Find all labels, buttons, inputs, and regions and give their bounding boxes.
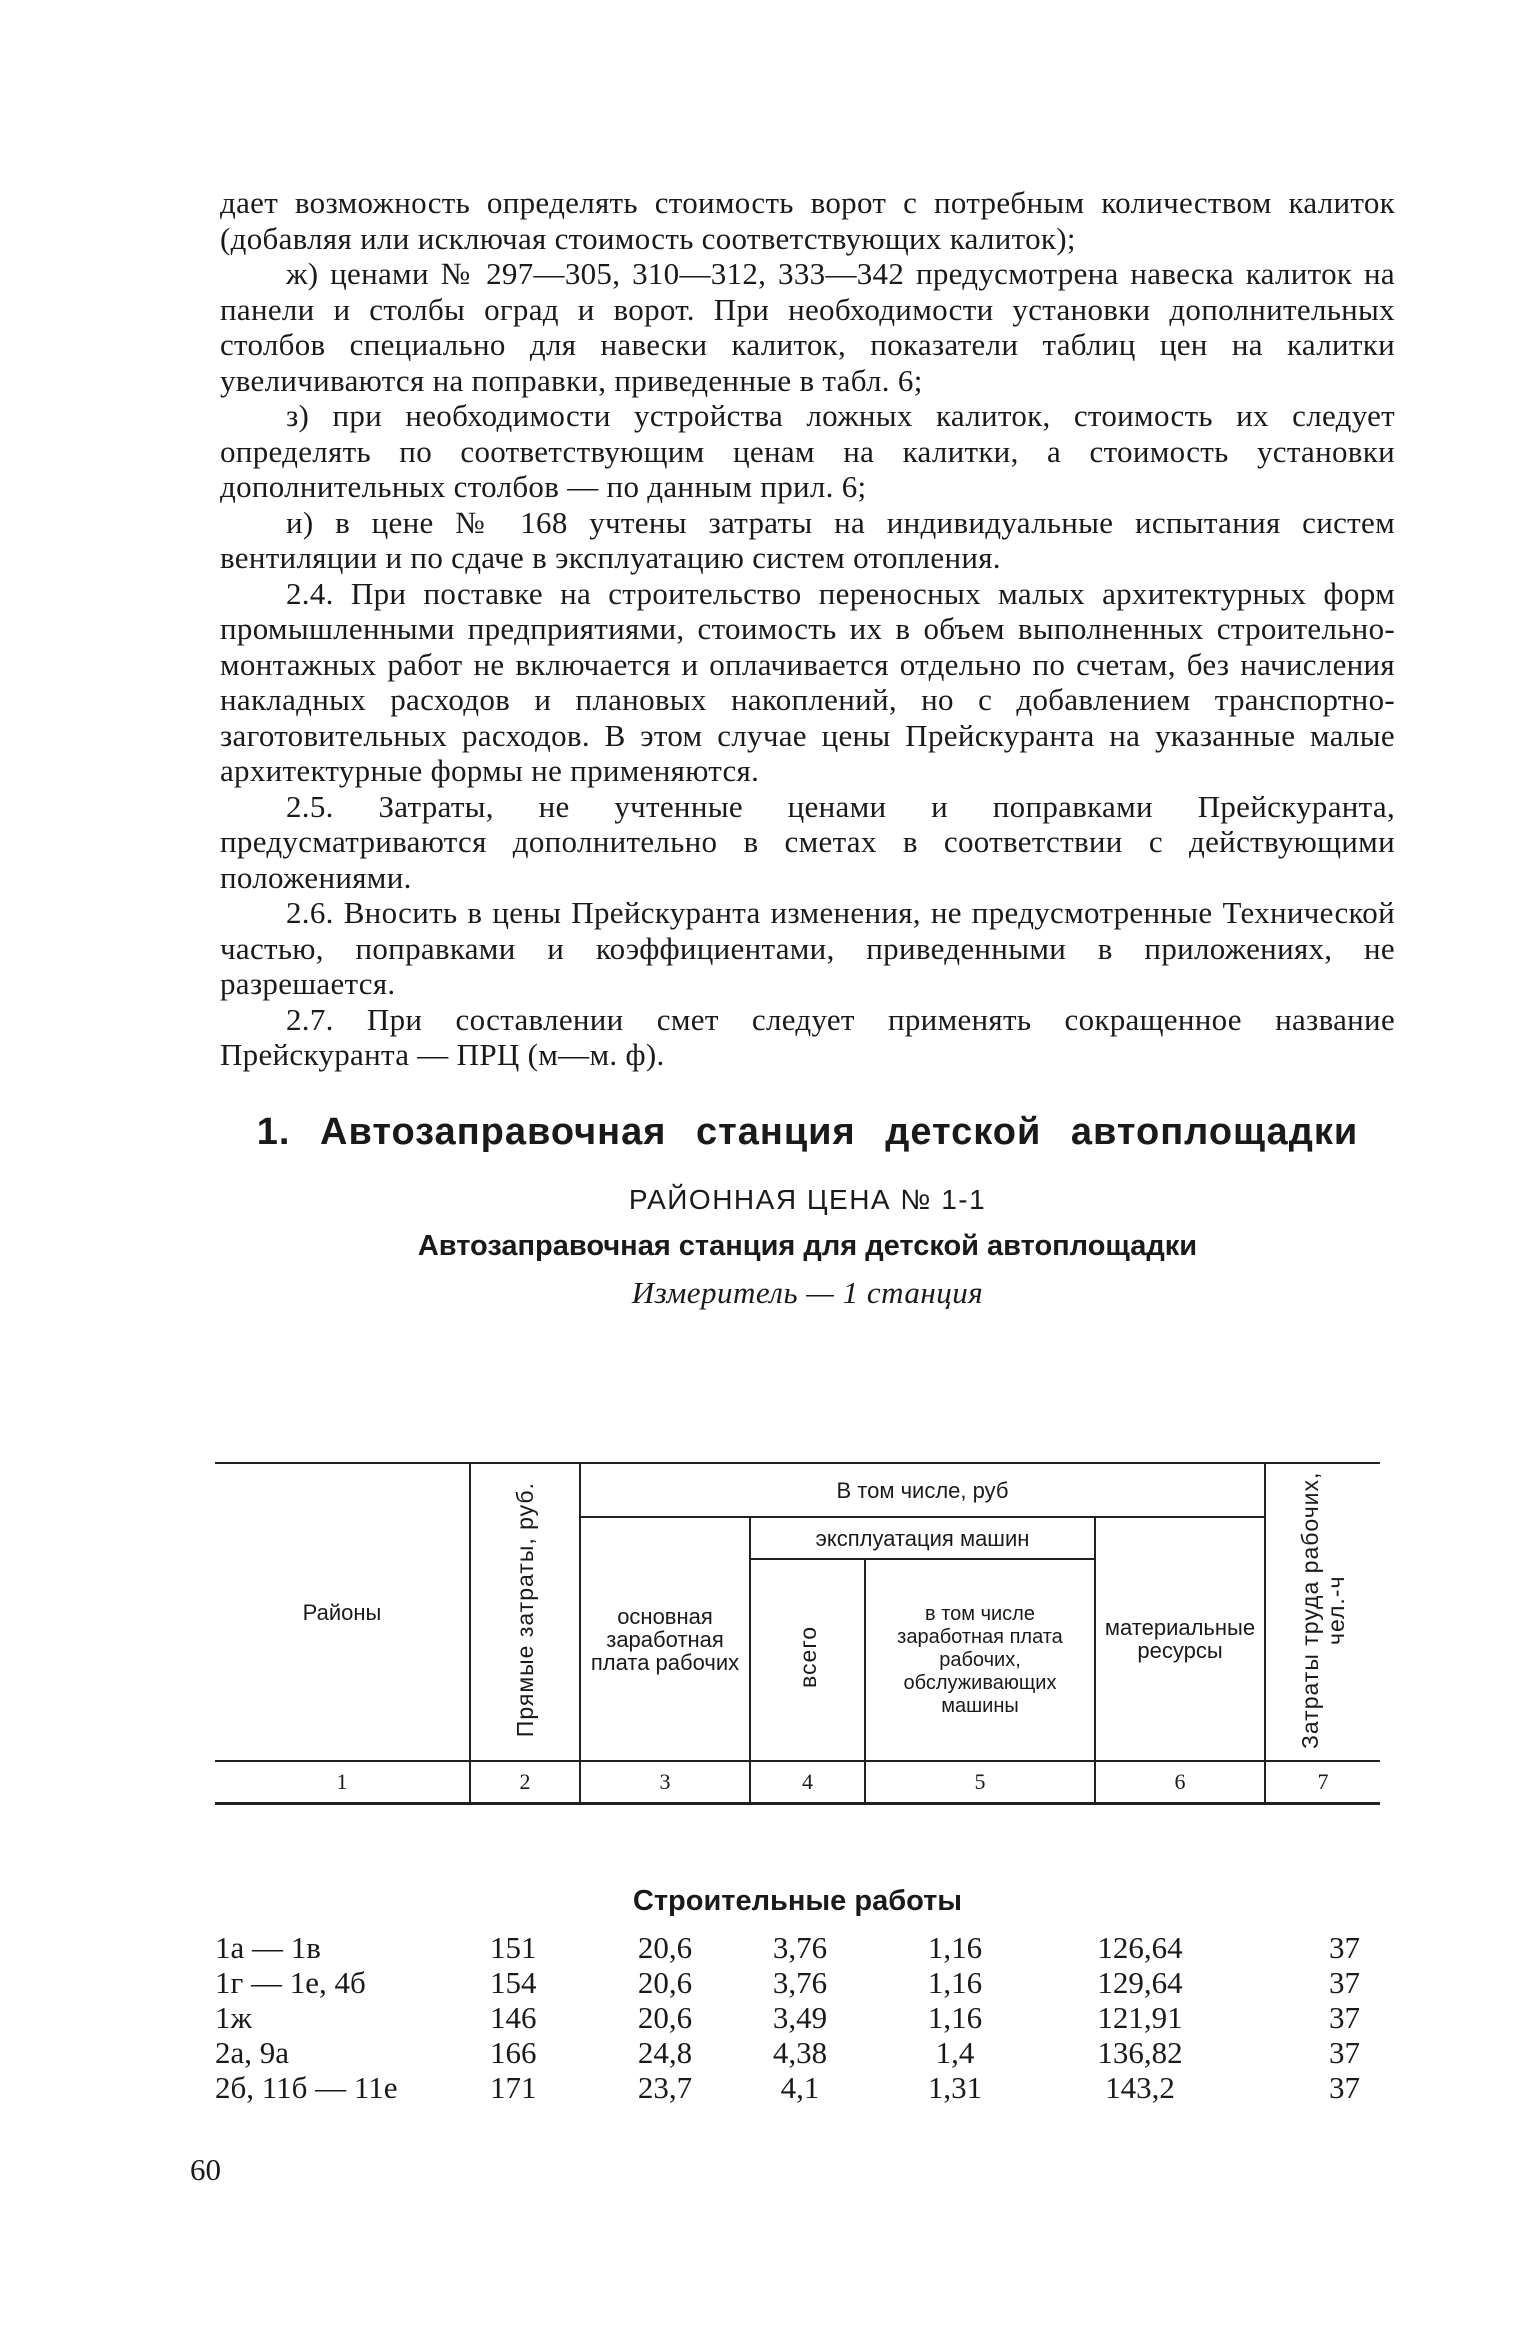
cell-wage: 20,6 <box>637 1965 693 2000</box>
cell-materials: 121,91 <box>1097 2000 1183 2035</box>
header-wage: основная заработная плата рабочих <box>580 1517 750 1761</box>
cell-labor: 37 <box>1329 1965 1360 2000</box>
paragraph: 2.4. При поставке на строительство переносных малых архитектурных форм промышленными предприятиями, стоимость их в объем выполненных строительно-монтажных работ не включается и оплачивается отдельно по счетам, без начисления накладных расходов и плановых накоплений, но с добавлением транспортно-заготовительных расходов. В этом случае цены Прейскуранта на указанные малые архитектурные формы не применяются. <box>220 575 1395 788</box>
table-row <box>215 2070 1380 2105</box>
cell-machines-total: 4,38 <box>772 2035 828 2070</box>
column-number: 7 <box>1265 1761 1380 1804</box>
cell-region: 2а, 9а <box>215 2035 290 2070</box>
cell-region: 1г — 1е, 4б <box>215 1965 366 2000</box>
cell-machine-wage: 1,16 <box>927 1965 983 2000</box>
header-direct-costs <box>470 1463 580 1761</box>
unit-of-measure: Измеритель — 1 станция <box>631 1274 984 1310</box>
header-labor-label: Затраты труда рабочих, чел.-ч <box>1297 1471 1349 1749</box>
column-number: 2 <box>470 1761 580 1804</box>
cell-direct: 171 <box>490 2070 537 2105</box>
cell-machines-total: 3,76 <box>772 1965 828 2000</box>
cell-labor: 37 <box>1329 2000 1360 2035</box>
paragraph: ж) ценами № 297—305, 310—312, 333—342 предусмотрена навеска калиток на панели и столбы оград и ворот. При необходимости установки дополнительных столбов специально для навески калиток, показатели таблиц цен на калитки увеличиваются на поправки, приведенные в табл. 6; <box>220 256 1395 398</box>
price-label: РАЙОННАЯ ЦЕНА № 1-1 <box>628 1183 987 1215</box>
column-number: 1 <box>215 1761 470 1804</box>
paragraph: з) при необходимости устройства ложных калиток, стоимость их следует определять по соответствующим ценам на калитки, а стоимость установки дополнительных столбов — по данным прил. 6; <box>220 398 1395 504</box>
paragraph: 2.5. Затраты, не учтенные ценами и поправками Прейскуранта, предусматриваются дополнительно в сметах в соответствии с действующими положениями. <box>220 788 1395 895</box>
cell-region: 1а — 1в <box>215 1930 321 1965</box>
cell-machine-wage: 1,4 <box>935 2035 975 2070</box>
cell-machine-wage: 1,16 <box>927 1930 983 1965</box>
column-number: 5 <box>865 1761 1095 1804</box>
table-row <box>215 1930 1380 1965</box>
paragraph: 2.7. При составлении смет следует применять сокращенное название Прейскуранта — ПРЦ (м—м. ф). <box>220 1001 1395 1072</box>
table-row <box>215 2035 1380 2070</box>
header-regions: Районы <box>215 1463 470 1761</box>
cell-machines-total: 3,76 <box>772 1930 828 1965</box>
cell-direct: 151 <box>490 1930 537 1965</box>
cell-labor: 37 <box>1329 1930 1360 1965</box>
page-body <box>220 185 1395 1311</box>
cell-wage: 24,8 <box>637 2035 693 2070</box>
cell-direct: 154 <box>490 1965 537 2000</box>
paragraph: 2.6. Вносить в цены Прейскуранта изменения, не предусмотренные Технической частью, поправками и коэффициентами, приведенными в приложениях, не разрешается. <box>220 895 1395 1001</box>
header-machines-total-label: всего <box>794 1626 821 1688</box>
header-direct-costs-label: Прямые затраты, руб. <box>512 1482 538 1738</box>
cell-labor: 37 <box>1329 2035 1360 2070</box>
header-machines-total <box>750 1559 865 1761</box>
cell-region: 2б, 11б — 11е <box>215 2070 398 2105</box>
column-number: 3 <box>580 1761 750 1804</box>
column-number: 6 <box>1095 1761 1265 1804</box>
column-number: 4 <box>750 1761 865 1804</box>
works-caption: Строительные работы <box>632 1885 963 1917</box>
section-title: 1. Автозаправочная станция детской автоплощадки <box>256 1110 1359 1153</box>
cell-machine-wage: 1,31 <box>927 2070 983 2105</box>
paragraphs <box>220 185 1395 1073</box>
header-labor <box>1265 1463 1380 1761</box>
cell-machine-wage: 1,16 <box>927 2000 983 2035</box>
header-including: В том числе, руб <box>580 1463 1265 1517</box>
cell-direct: 146 <box>490 2000 537 2035</box>
table-row <box>215 2000 1380 2035</box>
cell-materials: 129,64 <box>1097 1965 1183 2000</box>
cell-direct: 166 <box>490 2035 537 2070</box>
paragraph: и) в цене № 168 учтены затраты на индивидуальные испытания систем вентиляции и по сдаче в эксплуатацию систем отопления. <box>220 504 1395 575</box>
cell-materials: 136,82 <box>1097 2035 1183 2070</box>
paragraph: дает возможность определять стоимость ворот с потребным количеством калиток (добавляя или исключая стоимость соответствующих калиток); <box>220 185 1395 256</box>
cell-machines-total: 4,1 <box>780 2070 820 2105</box>
page-number: 60 <box>190 2152 221 2187</box>
price-table-header <box>215 1462 1380 1805</box>
header-machines: эксплуатация машин <box>750 1517 1095 1559</box>
cell-wage: 20,6 <box>637 2000 693 2035</box>
header-machine-wage: в том числе заработная плата рабочих, обслуживающих машины <box>865 1559 1095 1761</box>
cell-wage: 23,7 <box>637 2070 693 2105</box>
cell-wage: 20,6 <box>637 1930 693 1965</box>
cell-region: 1ж <box>215 2000 252 2035</box>
cell-machines-total: 3,49 <box>772 2000 828 2035</box>
table-row <box>215 1965 1380 2000</box>
cell-labor: 37 <box>1329 2070 1360 2105</box>
cell-materials: 143,2 <box>1105 2070 1175 2105</box>
price-table-rows <box>215 1930 1380 2105</box>
price-title: Автозаправочная станция для детской автоплощадки <box>417 1229 1198 1262</box>
header-materials: материальные ресурсы <box>1095 1517 1265 1761</box>
cell-materials: 126,64 <box>1097 1930 1183 1965</box>
